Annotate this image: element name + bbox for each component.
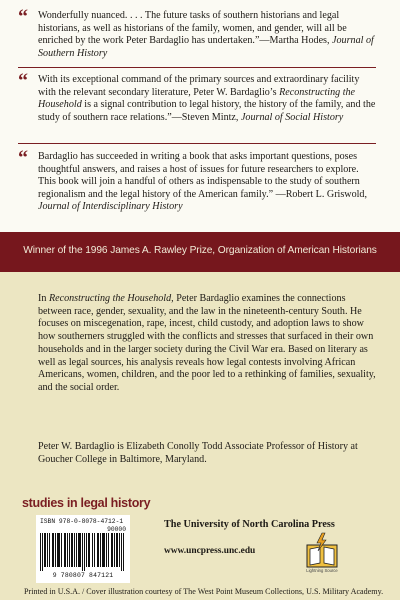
review-source: Journal of Interdisciplinary History [38,201,183,213]
quote-mark-icon: “ [18,70,28,92]
isbn-text: ISBN 978-0-8078-4712-1 [40,518,124,525]
review-body: is a signal contribution to legal history, the history of the family, and the study of southern race relations.”—Steven Mintz, [38,99,376,123]
price-code: 90000 [107,526,126,533]
series-title: studies in legal history [22,496,151,510]
book-description [38,293,378,395]
ean-number: 9 780807 847121 [52,572,114,579]
logo-caption: Lightning Source [306,568,338,573]
award-text: Winner of the 1996 James A. Rawley Prize, Organization of American Historians [23,245,377,256]
reviews-section [0,0,400,232]
review-text [38,151,376,214]
divider [18,67,376,68]
book-title-italic: Reconstructing the Household [38,86,356,111]
publisher-url: www.uncpress.unc.edu [164,546,256,556]
barcode-icon [36,515,130,583]
ean-barcode-bars [40,533,126,571]
review-quote-1 [18,6,376,60]
credits-footer: Printed in U.S.A. / Cover illustration courtesy of The West Point Museum Collections, U.S. Military Academy. [24,587,384,596]
book-title-italic: Reconstructing the Household, [48,293,174,304]
quote-mark-icon: “ [18,147,28,169]
quote-mark-icon: “ [18,6,28,28]
publisher-name: The University of North Carolina Press [164,519,335,530]
review-text [38,10,376,60]
review-source: Journal of Southern History [38,35,374,59]
review-body: Wonderfully nuanced. . . . The future tasks of southern historians and legal historians, as well as historians of the family, women, and gender, will all be enriched by the work Peter Bardaglio has undertaken.”—Martha Hodes, [38,10,347,47]
review-quote-2 [18,70,376,124]
description-body: Peter Bardaglio examines the connections between race, gender, sexuality, and the law in the nineteenth-century South. He focuses on miscegenation, rape, incest, child custody, and adoption laws to show how southerners struggled with the conflicts and stresses that surfaced in their own households and in the larger society during the Civil War era. Based on literary as well as legal sources, his analysis reveals how legal contests involving African Americans, women, children, and the poor led to a rethinking of families, sexuality, and the social order. [38,293,376,393]
review-text [38,74,376,124]
review-source: Journal of Social History [240,111,344,123]
lightning-source-logo-icon [306,531,338,569]
review-quote-3 [18,147,376,214]
review-body: Bardaglio has succeeded in writing a book that asks important questions, poses thoughtful answers, and raises a host of issues for future researchers to explore. This book will join a handful of others as indispensable to the study of southern regionalism and the legal history of the American family.” —Robert L. Griswold, [38,151,367,200]
review-body: With its exceptional command of the primary sources and extraordinary facility with the relevant secondary literature, Peter W. Bardaglio’s [38,74,360,98]
award-band [0,232,400,272]
description-lead: In [38,293,49,304]
author-bio: Peter W. Bardaglio is Elizabeth Conolly Todd Associate Professor of History at Goucher College in Baltimore, Maryland. [38,441,358,465]
divider [18,143,376,144]
